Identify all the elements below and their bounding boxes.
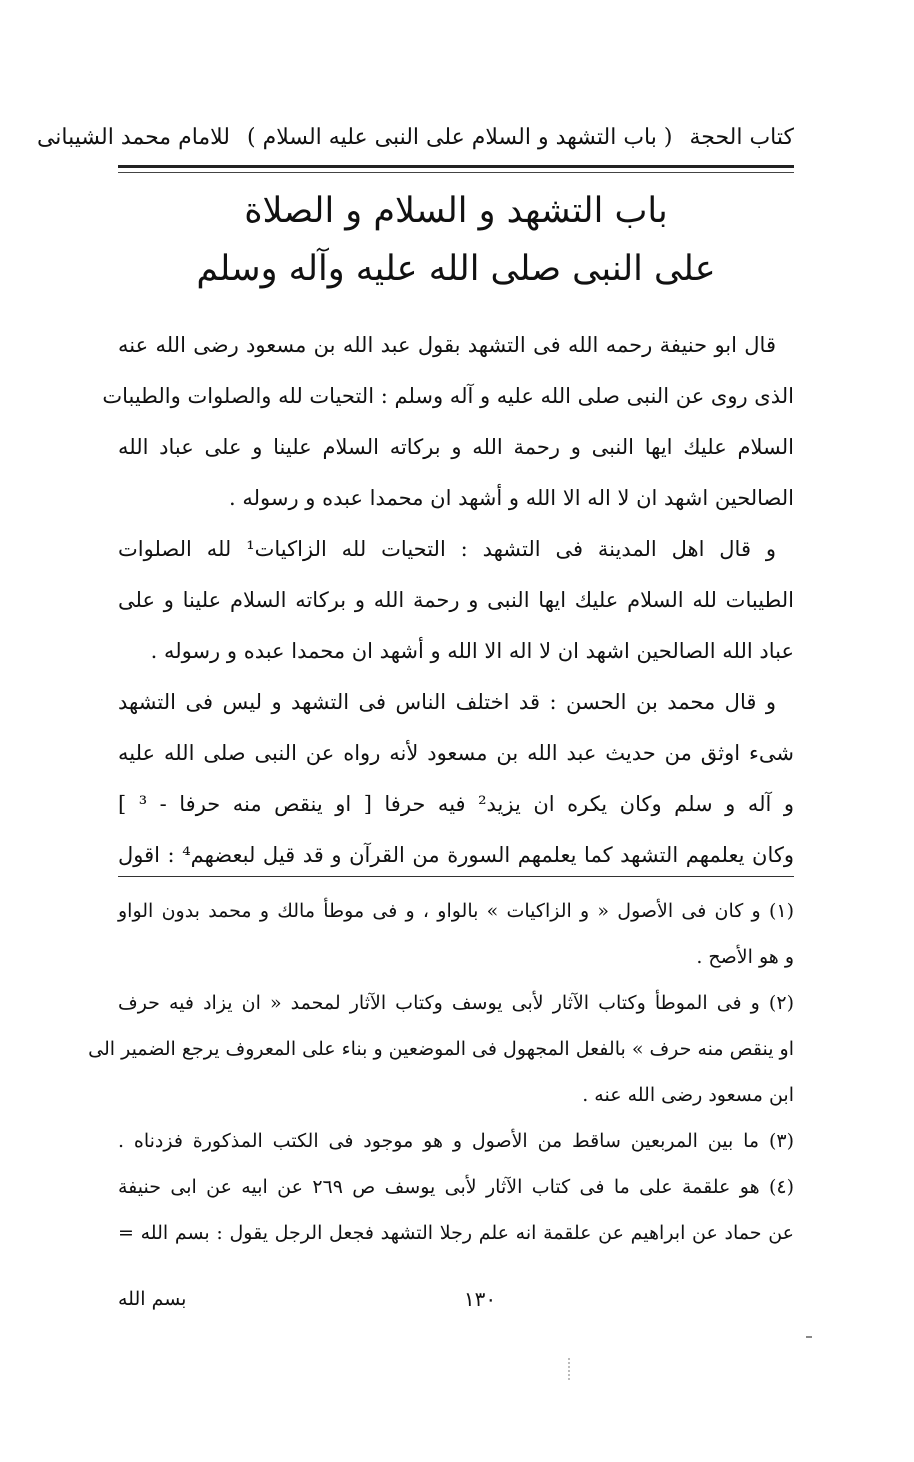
footnote-line: او ينقص منه حرف » بالفعل المجهول فى الموضعين و بناء على المعروف يرجع الضمير الى	[88, 1038, 794, 1060]
scan-mark	[568, 1358, 572, 1380]
body-line: قال ابو حنيفة رحمه الله فى التشهد بقول عبد الله بن مسعود رضى الله عنه	[118, 333, 776, 357]
chapter-title	[118, 182, 794, 298]
body-line: وكان يعلمهم التشهد كما يعلمهم السورة من القرآن و قد قيل لبعضهم⁴ : اقول	[118, 843, 794, 867]
body-line: السلام عليك ايها النبى و رحمة الله و بركاته السلام علينا و على عباد الله	[118, 435, 794, 459]
body-line: الصالحين اشهد ان لا اله الا الله و أشهد ان محمدا عبده و رسوله .	[229, 486, 794, 510]
footnotes	[88, 888, 794, 1256]
chapter-title-line-2: على النبى صلى الله عليه وآله وسلم	[196, 249, 716, 289]
footnote-line: ابن مسعود رضى الله عنه .	[582, 1084, 794, 1106]
footnote-line: عن حماد عن ابراهيم عن علقمة انه علم رجلا التشهد فجعل الرجل يقول : بسم الله =	[118, 1222, 794, 1244]
catchword: بسم الله	[118, 1288, 187, 1310]
body-line: الطيبات لله السلام عليك ايها النبى و رحمة الله و بركاته السلام علينا و على	[118, 588, 794, 612]
body-line: عباد الله الصالحين اشهد ان لا اله الا الله و أشهد ان محمدا عبده و رسوله .	[150, 639, 794, 663]
chapter-title-line-1: باب التشهد و السلام و الصلاة	[244, 191, 668, 231]
footnote-line: (٢) و فى الموطأ وكتاب الآثار لأبى يوسف وكتاب الآثار لمحمد « ان يزاد فيه حرف	[118, 992, 794, 1014]
scan-mark	[806, 1336, 812, 1338]
body-line: و آله و سلم وكان يكره ان يزيد² فيه حرفا [ او ينقص منه حرفا - ³ ]	[118, 792, 794, 816]
header-book-title: كتاب الحجة	[689, 125, 794, 150]
footnote-line: (٤) هو علقمة على ما فى كتاب الآثار لأبى يوسف ص ٢٦٩ عن ابيه عن ابى حنيفة	[118, 1176, 794, 1198]
footnote-line: و هو الأصح .	[696, 946, 794, 968]
body-text	[102, 320, 794, 881]
header-author: للامام محمد الشيبانى	[36, 125, 231, 150]
page-number: ١٣٠	[463, 1287, 497, 1311]
footnote-line: (٣) ما بين المربعين ساقط من الأصول و هو موجود فى الكتب المذكورة فزدناه .	[118, 1130, 794, 1152]
footnote-line: (١) و كان فى الأصول « و الزاكيات » بالواو ، و فى موطأ مالك و محمد بدون الواو	[118, 900, 794, 922]
body-line: شىء اوثق من حديث عبد الله بن مسعود لأنه رواه عن النبى صلى الله عليه	[118, 741, 794, 765]
header-rule-thin	[118, 172, 794, 173]
body-line: و قال اهل المدينة فى التشهد : التحيات لله الزاكيات¹ لله الصلوات	[118, 537, 777, 561]
body-line: الذى روى عن النبى صلى الله عليه و آله وسلم : التحيات لله والصلوات والطيبات	[102, 384, 794, 408]
running-header	[36, 118, 794, 158]
footnote-rule	[118, 876, 794, 877]
body-line: و قال محمد بن الحسن : قد اختلف الناس فى التشهد و ليس فى التشهد	[118, 690, 776, 714]
header-section-title: ( باب التشهد و السلام على النبى عليه السلام )	[247, 125, 673, 150]
header-rule	[118, 165, 794, 168]
